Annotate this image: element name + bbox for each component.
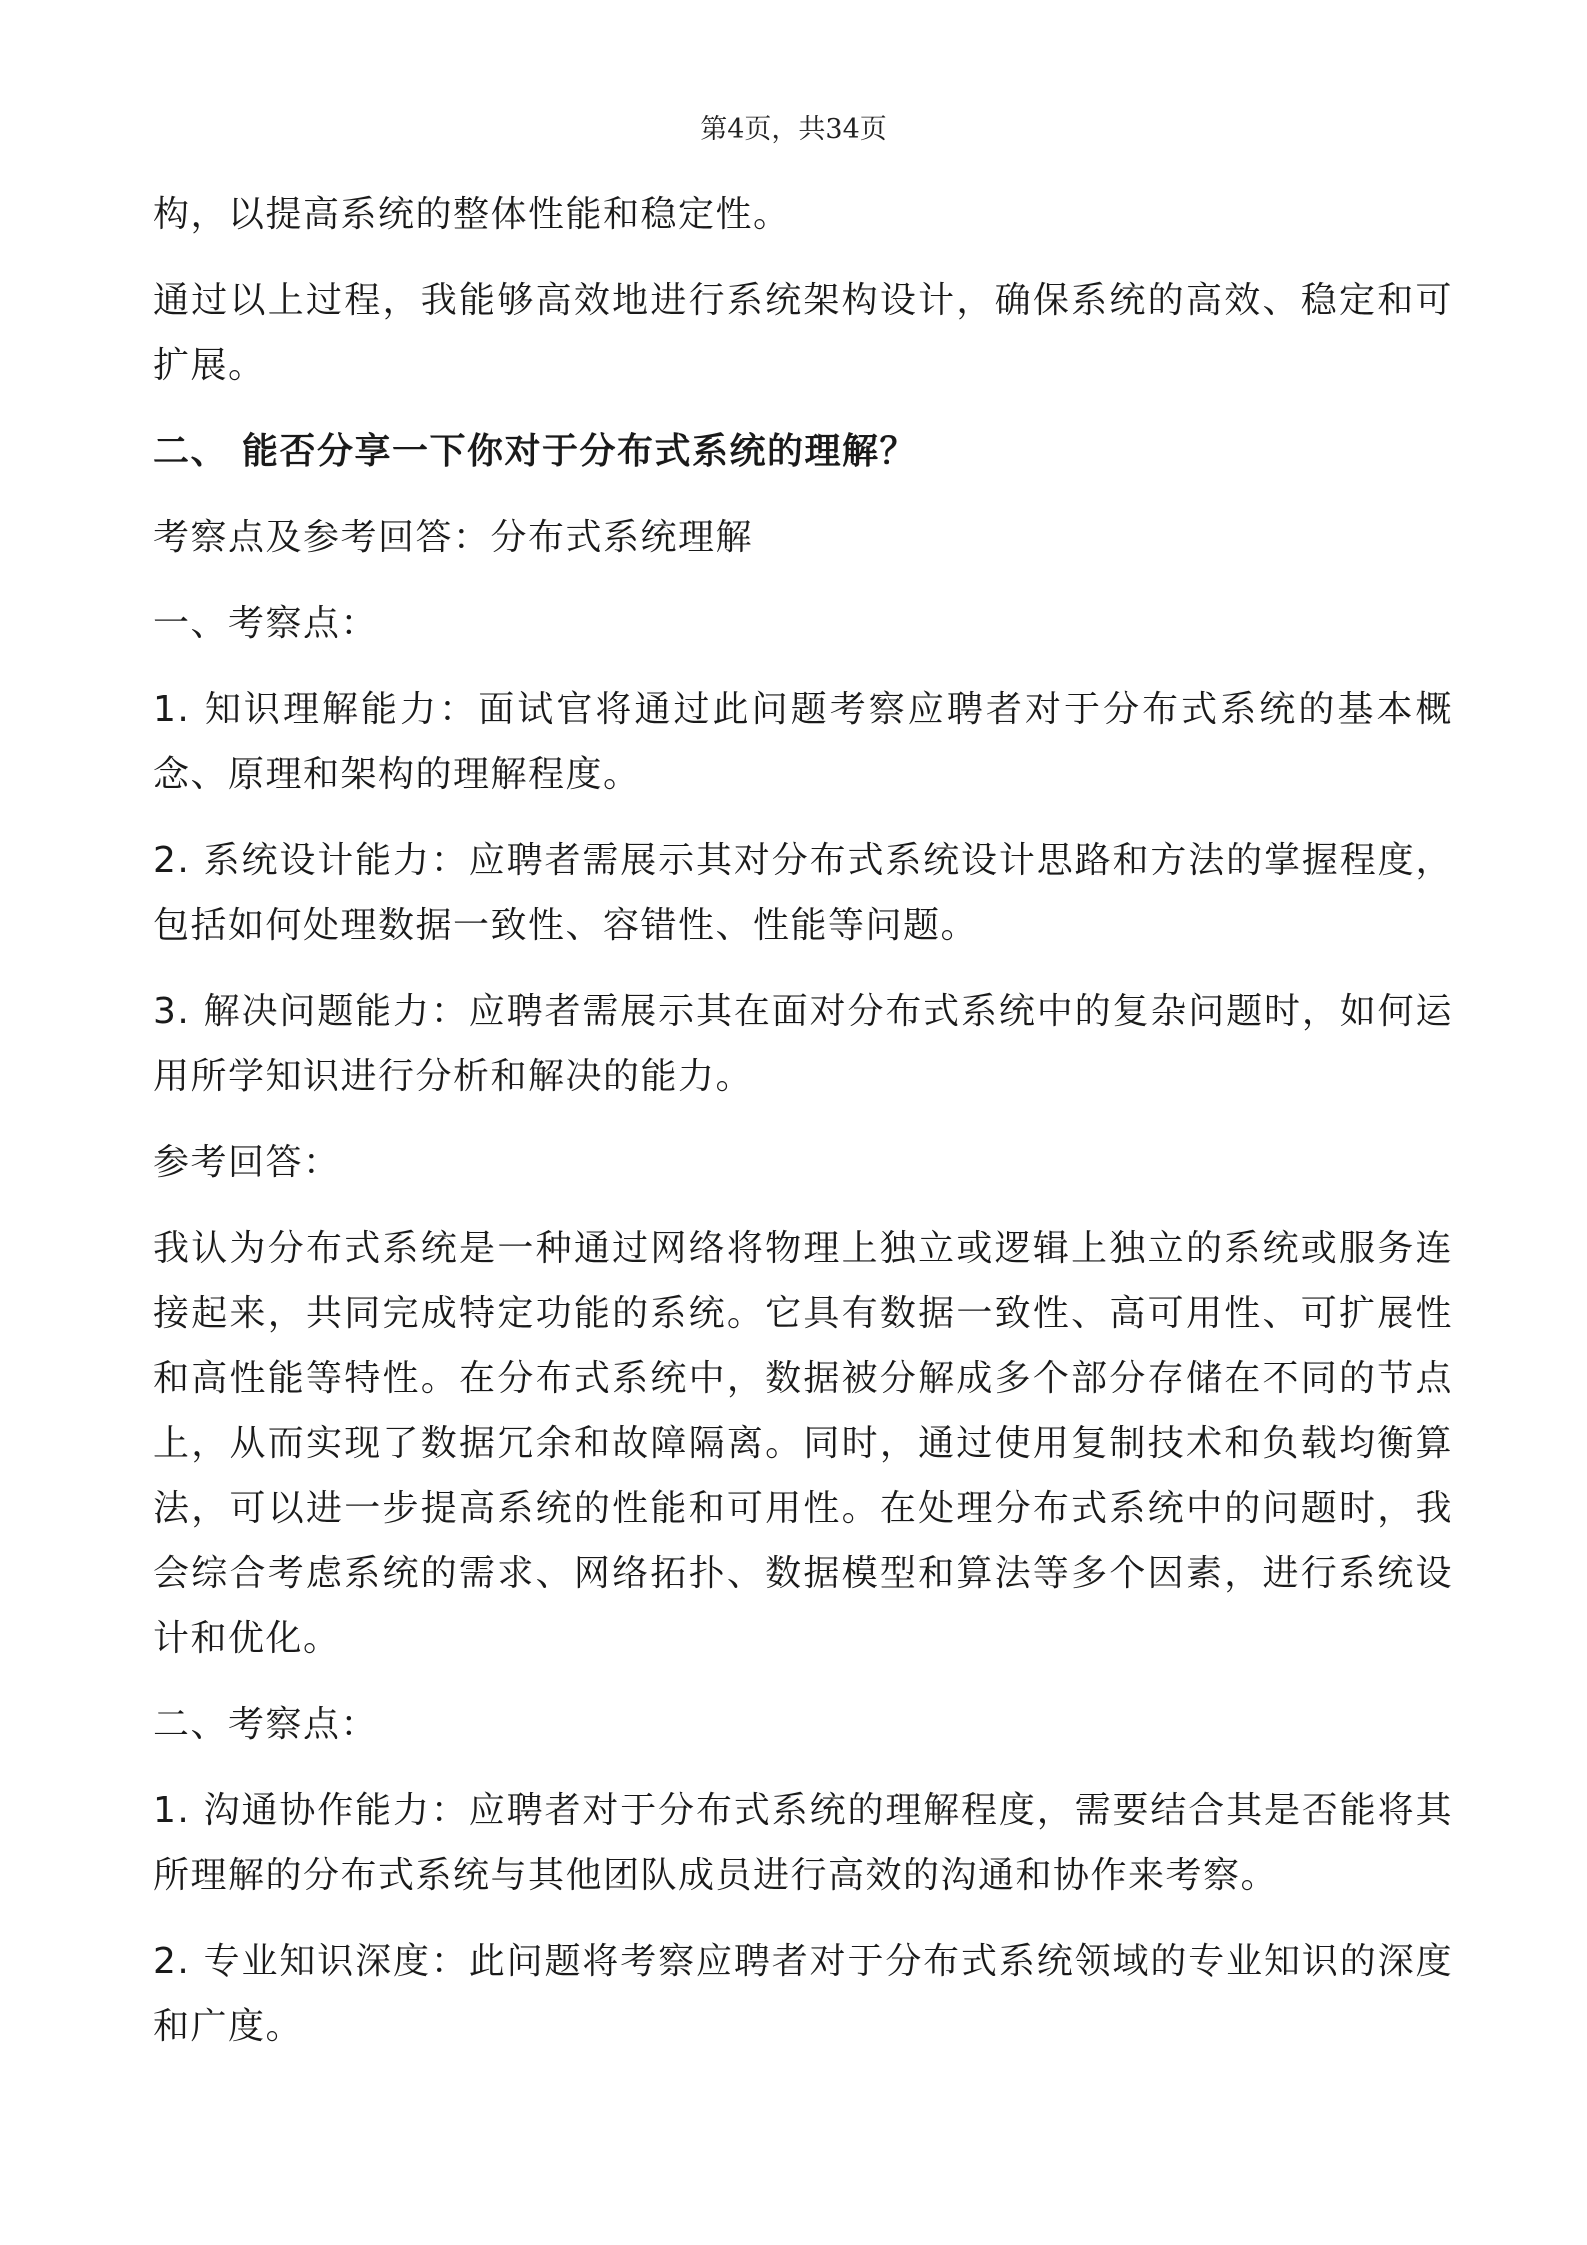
subheading-reference-answer: 参考回答： xyxy=(153,1142,341,1183)
list-item: 2. 系统设计能力：应聘者需展示其对分布式系统设计思路和方法的掌握程度，包括如何处理数据一致性、容错性、性能等问题。 xyxy=(153,840,1453,946)
question-heading: 二、 能否分享一下你对于分布式系统的理解？ xyxy=(153,431,918,472)
paragraph-continuation: 构，以提高系统的整体性能和稳定性。 xyxy=(153,194,791,235)
list-item: 1. 沟通协作能力：应聘者对于分布式系统的理解程度，需要结合其是否能将其所理解的分布式系统与其他团队成员进行高效的沟通和协作来考察。 xyxy=(153,1790,1453,1896)
subheading-assessment-points-2: 二、考察点： xyxy=(153,1704,379,1745)
list-item: 3. 解决问题能力：应聘者需展示其在面对分布式系统中的复杂问题时，如何运用所学知识进行分析和解决的能力。 xyxy=(153,991,1453,1097)
section-intro: 考察点及参考回答：分布式系统理解 xyxy=(153,517,754,558)
list-item: 1. 知识理解能力：面试官将通过此问题考察应聘者对于分布式系统的基本概念、原理和架构的理解程度。 xyxy=(153,689,1453,795)
list-item: 2. 专业知识深度：此问题将考察应聘者对于分布式系统领域的专业知识的深度和广度。 xyxy=(153,1941,1453,2047)
page-number-header: 第4页，共34页 xyxy=(700,114,887,145)
subheading-assessment-points: 一、考察点： xyxy=(153,603,379,644)
document-body xyxy=(153,182,1453,2080)
paragraph-summary: 通过以上过程，我能够高效地进行系统架构设计，确保系统的高效、稳定和可扩展。 xyxy=(153,280,1453,386)
answer-paragraph: 我认为分布式系统是一种通过网络将物理上独立或逻辑上独立的系统或服务连接起来，共同完成特定功能的系统。它具有数据一致性、高可用性、可扩展性和高性能等特性。在分布式系统中，数据被分解成多个部分存储在不同的节点上，从而实现了数据冗余和故障隔离。同时，通过使用复制技术和负载均衡算法，可以进一步提高系统的性能和可用性。在处理分布式系统中的问题时，我会综合考虑系统的需求、网络拓扑、数据模型和算法等多个因素，进行系统设计和优化。 xyxy=(153,1228,1453,1659)
